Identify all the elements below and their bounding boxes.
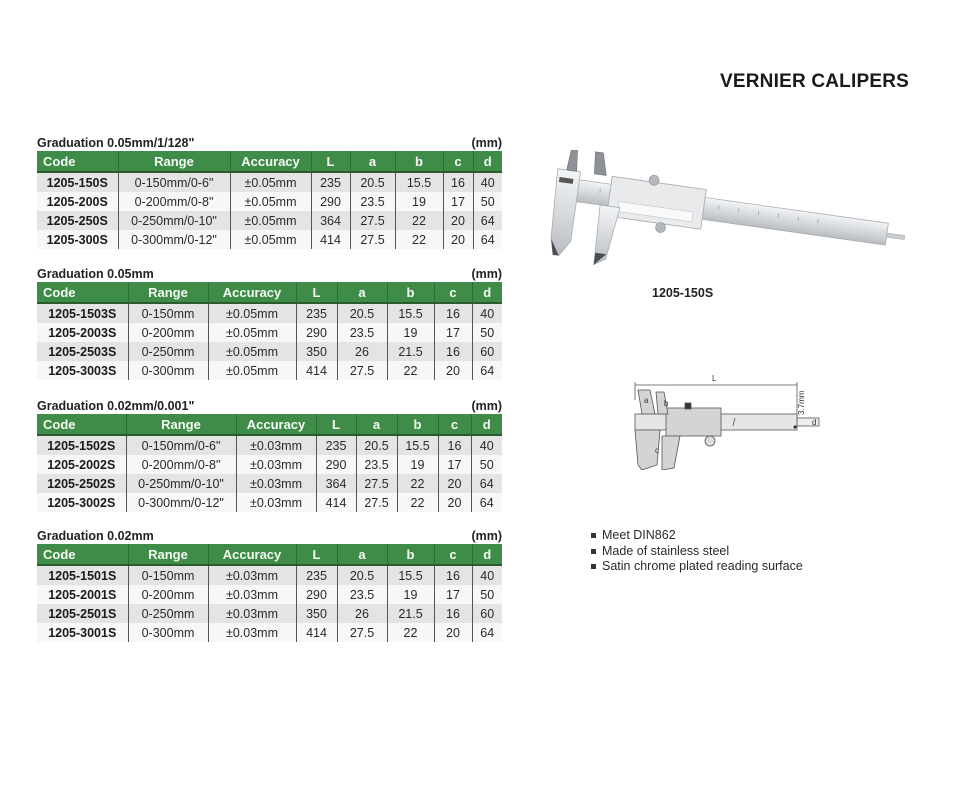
vernier-caliper-photo-icon [540, 150, 910, 265]
cell-d: 64 [473, 230, 502, 249]
section-header [37, 267, 502, 282]
table-row [37, 623, 502, 642]
column-header-a: a [350, 151, 395, 172]
cell-b: 19 [387, 323, 434, 342]
cell-code: 1205-1502S [37, 435, 126, 455]
cell-accuracy: ±0.03mm [236, 435, 316, 455]
cell-c: 17 [434, 585, 472, 604]
cell-l: 414 [316, 493, 356, 512]
graduation-label: Graduation 0.02mm [37, 529, 154, 543]
cell-b: 22 [395, 230, 443, 249]
table-row [37, 323, 502, 342]
table-header-row [37, 151, 502, 172]
cell-code: 1205-150S [37, 172, 118, 192]
table-row [37, 435, 502, 455]
column-header-c: c [434, 544, 472, 565]
column-header-a: a [337, 544, 387, 565]
table-row [37, 455, 502, 474]
cell-range: 0-300mm/0-12" [118, 230, 230, 249]
cell-accuracy: ±0.03mm [208, 585, 296, 604]
column-header-c: c [443, 151, 473, 172]
cell-l: 414 [311, 230, 350, 249]
cell-c: 17 [438, 455, 471, 474]
diagram-label-a: a [644, 396, 649, 405]
unit-label: (mm) [471, 399, 502, 413]
cell-code: 1205-3002S [37, 493, 126, 512]
spec-table-2 [37, 282, 502, 380]
cell-accuracy: ±0.05mm [208, 303, 296, 323]
table-row [37, 230, 502, 249]
cell-b: 15.5 [397, 435, 438, 455]
feature-item [590, 528, 803, 544]
column-header-accuracy: Accuracy [236, 414, 316, 435]
cell-range: 0-150mm/0-6" [118, 172, 230, 192]
cell-d: 60 [472, 342, 502, 361]
cell-l: 414 [296, 623, 337, 642]
cell-l: 235 [296, 303, 337, 323]
cell-code: 1205-2503S [37, 342, 128, 361]
section-header [37, 399, 502, 414]
cell-d: 50 [473, 192, 502, 211]
cell-d: 40 [472, 565, 502, 585]
cell-code: 1205-3003S [37, 361, 128, 380]
bullet-icon [591, 564, 596, 569]
cell-b: 19 [397, 455, 438, 474]
cell-c: 20 [443, 230, 473, 249]
cell-c: 16 [434, 342, 472, 361]
cell-a: 27.5 [337, 361, 387, 380]
cell-accuracy: ±0.05mm [230, 211, 311, 230]
unit-label: (mm) [471, 529, 502, 543]
cell-accuracy: ±0.03mm [208, 565, 296, 585]
diagram-label-c: c [655, 446, 659, 455]
cell-a: 27.5 [356, 474, 397, 493]
column-header-d: d [473, 151, 502, 172]
cell-range: 0-200mm [128, 323, 208, 342]
table-row [37, 303, 502, 323]
feature-item [590, 559, 803, 575]
cell-a: 26 [337, 342, 387, 361]
bullet-icon [591, 533, 596, 538]
column-header-b: b [387, 544, 434, 565]
cell-range: 0-200mm/0-8" [118, 192, 230, 211]
feature-item [590, 544, 803, 560]
cell-b: 22 [397, 474, 438, 493]
cell-c: 20 [438, 474, 471, 493]
cell-a: 23.5 [350, 192, 395, 211]
cell-l: 235 [316, 435, 356, 455]
table-row [37, 474, 502, 493]
diagram-label-height: 3.7mm [797, 390, 806, 415]
cell-b: 19 [387, 585, 434, 604]
cell-b: 22 [395, 211, 443, 230]
cell-l: 364 [311, 211, 350, 230]
spec-section-3 [37, 399, 502, 512]
graduation-label: Graduation 0.02mm/0.001" [37, 399, 195, 413]
cell-range: 0-250mm/0-10" [126, 474, 236, 493]
cell-d: 64 [472, 623, 502, 642]
cell-code: 1205-250S [37, 211, 118, 230]
product-caption: 1205-150S [652, 286, 714, 300]
cell-d: 64 [471, 493, 502, 512]
cell-code: 1205-2003S [37, 323, 128, 342]
column-header-code: Code [37, 544, 128, 565]
cell-code: 1205-300S [37, 230, 118, 249]
spec-section-2 [37, 267, 502, 380]
feature-text: Made of stainless steel [602, 543, 730, 558]
page-title: VERNIER CALIPERS [720, 71, 910, 92]
cell-range: 0-300mm [128, 623, 208, 642]
column-header-a: a [337, 282, 387, 303]
cell-accuracy: ±0.05mm [208, 342, 296, 361]
feature-list [590, 528, 803, 575]
cell-d: 40 [471, 435, 502, 455]
cell-a: 23.5 [337, 585, 387, 604]
unit-label: (mm) [471, 267, 502, 281]
cell-a: 23.5 [337, 323, 387, 342]
cell-code: 1205-2002S [37, 455, 126, 474]
column-header-code: Code [37, 282, 128, 303]
cell-range: 0-150mm [128, 303, 208, 323]
cell-range: 0-200mm [128, 585, 208, 604]
cell-b: 22 [397, 493, 438, 512]
column-header-l: L [296, 282, 337, 303]
section-header [37, 529, 502, 544]
cell-l: 350 [296, 604, 337, 623]
cell-accuracy: ±0.05mm [230, 172, 311, 192]
caliper-dimension-diagram-icon [600, 370, 830, 470]
table-row [37, 585, 502, 604]
cell-d: 40 [472, 303, 502, 323]
column-header-d: d [472, 544, 502, 565]
column-header-l: L [296, 544, 337, 565]
cell-a: 20.5 [356, 435, 397, 455]
column-header-l: L [311, 151, 350, 172]
cell-accuracy: ±0.05mm [230, 230, 311, 249]
column-header-code: Code [37, 414, 126, 435]
cell-range: 0-200mm/0-8" [126, 455, 236, 474]
cell-d: 50 [472, 323, 502, 342]
cell-l: 350 [296, 342, 337, 361]
diagram-label-l: L [712, 374, 717, 383]
table-header-row [37, 544, 502, 565]
bullet-icon [591, 549, 596, 554]
cell-l: 235 [311, 172, 350, 192]
cell-b: 15.5 [387, 565, 434, 585]
column-header-c: c [434, 282, 472, 303]
column-header-c: c [438, 414, 471, 435]
spec-table-4 [37, 544, 502, 642]
table-row [37, 192, 502, 211]
column-header-code: Code [37, 151, 118, 172]
feature-text: Meet DIN862 [602, 528, 676, 542]
cell-code: 1205-1501S [37, 565, 128, 585]
cell-a: 27.5 [356, 493, 397, 512]
table-row [37, 211, 502, 230]
cell-b: 15.5 [387, 303, 434, 323]
column-header-b: b [397, 414, 438, 435]
cell-accuracy: ±0.03mm [236, 474, 316, 493]
cell-accuracy: ±0.05mm [230, 192, 311, 211]
cell-c: 20 [443, 211, 473, 230]
table-header-row [37, 414, 502, 435]
cell-range: 0-250mm [128, 342, 208, 361]
section-header [37, 136, 502, 151]
cell-d: 50 [471, 455, 502, 474]
cell-code: 1205-1503S [37, 303, 128, 323]
cell-d: 60 [472, 604, 502, 623]
table-row [37, 361, 502, 380]
cell-c: 16 [434, 604, 472, 623]
cell-accuracy: ±0.03mm [236, 455, 316, 474]
column-header-range: Range [128, 282, 208, 303]
table-row [37, 172, 502, 192]
spec-section-1 [37, 136, 502, 249]
cell-l: 235 [296, 565, 337, 585]
column-header-b: b [395, 151, 443, 172]
cell-c: 17 [434, 323, 472, 342]
diagram-label-d: d [812, 418, 817, 427]
cell-code: 1205-3001S [37, 623, 128, 642]
cell-d: 50 [472, 585, 502, 604]
cell-range: 0-300mm/0-12" [126, 493, 236, 512]
cell-b: 15.5 [395, 172, 443, 192]
table-header-row [37, 282, 502, 303]
cell-c: 17 [443, 192, 473, 211]
cell-range: 0-150mm [128, 565, 208, 585]
cell-b: 21.5 [387, 342, 434, 361]
cell-c: 16 [434, 565, 472, 585]
column-header-d: d [472, 282, 502, 303]
cell-code: 1205-200S [37, 192, 118, 211]
column-header-d: d [471, 414, 502, 435]
cell-l: 290 [296, 585, 337, 604]
spec-table-3 [37, 414, 502, 512]
diagram-label-b: b [664, 399, 669, 408]
feature-text: Satin chrome plated reading surface [602, 559, 803, 573]
cell-l: 290 [316, 455, 356, 474]
spec-table-1 [37, 151, 502, 249]
cell-code: 1205-2501S [37, 604, 128, 623]
cell-a: 20.5 [337, 303, 387, 323]
cell-c: 16 [438, 435, 471, 455]
cell-accuracy: ±0.05mm [208, 361, 296, 380]
cell-c: 20 [438, 493, 471, 512]
column-header-accuracy: Accuracy [230, 151, 311, 172]
cell-a: 27.5 [337, 623, 387, 642]
cell-b: 21.5 [387, 604, 434, 623]
cell-l: 414 [296, 361, 337, 380]
column-header-a: a [356, 414, 397, 435]
table-row [37, 342, 502, 361]
cell-b: 19 [395, 192, 443, 211]
cell-a: 27.5 [350, 211, 395, 230]
table-row [37, 604, 502, 623]
cell-code: 1205-2001S [37, 585, 128, 604]
cell-l: 364 [316, 474, 356, 493]
cell-d: 64 [471, 474, 502, 493]
column-header-range: Range [118, 151, 230, 172]
cell-accuracy: ±0.05mm [208, 323, 296, 342]
column-header-accuracy: Accuracy [208, 544, 296, 565]
cell-range: 0-150mm/0-6" [126, 435, 236, 455]
cell-b: 22 [387, 623, 434, 642]
spec-section-4 [37, 529, 502, 642]
column-header-l: L [316, 414, 356, 435]
graduation-label: Graduation 0.05mm [37, 267, 154, 281]
cell-a: 20.5 [337, 565, 387, 585]
cell-range: 0-300mm [128, 361, 208, 380]
column-header-b: b [387, 282, 434, 303]
cell-c: 20 [434, 623, 472, 642]
table-row [37, 565, 502, 585]
column-header-accuracy: Accuracy [208, 282, 296, 303]
cell-d: 64 [472, 361, 502, 380]
cell-a: 26 [337, 604, 387, 623]
graduation-label: Graduation 0.05mm/1/128" [37, 136, 195, 150]
cell-l: 290 [296, 323, 337, 342]
table-row [37, 493, 502, 512]
cell-accuracy: ±0.03mm [208, 604, 296, 623]
cell-accuracy: ±0.03mm [236, 493, 316, 512]
cell-accuracy: ±0.03mm [208, 623, 296, 642]
cell-d: 40 [473, 172, 502, 192]
column-header-range: Range [126, 414, 236, 435]
unit-label: (mm) [471, 136, 502, 150]
cell-a: 23.5 [356, 455, 397, 474]
cell-c: 16 [443, 172, 473, 192]
cell-a: 20.5 [350, 172, 395, 192]
cell-d: 64 [473, 211, 502, 230]
column-header-range: Range [128, 544, 208, 565]
cell-range: 0-250mm/0-10" [118, 211, 230, 230]
cell-range: 0-250mm [128, 604, 208, 623]
cell-a: 27.5 [350, 230, 395, 249]
cell-l: 290 [311, 192, 350, 211]
cell-c: 16 [434, 303, 472, 323]
cell-c: 20 [434, 361, 472, 380]
cell-code: 1205-2502S [37, 474, 126, 493]
cell-b: 22 [387, 361, 434, 380]
